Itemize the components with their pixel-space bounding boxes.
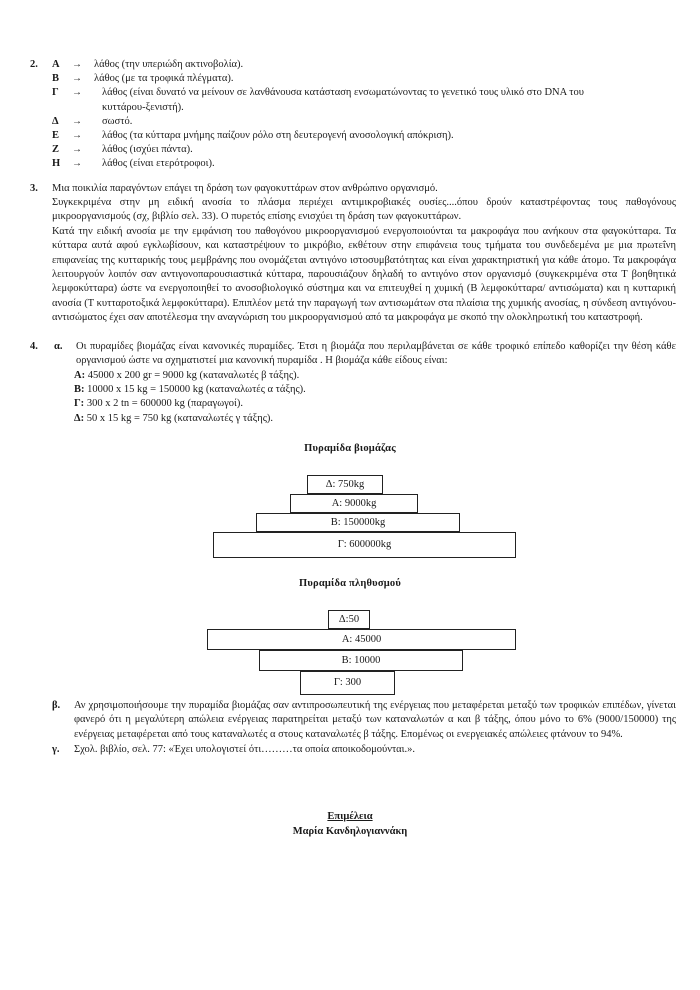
subanswers-block bbox=[28, 699, 676, 758]
answer-letter: H bbox=[52, 158, 61, 170]
answer-letter: Δ bbox=[52, 115, 59, 127]
calculation-list bbox=[52, 369, 676, 427]
answer-letter: Z bbox=[52, 144, 60, 156]
subquestion-letter: γ. bbox=[52, 744, 60, 756]
calculation-value: 10000 x 15 kg = 150000 kg (καταναλωτές α τάξης). bbox=[84, 383, 306, 395]
answer-text: σωστό. bbox=[102, 115, 133, 127]
pyramid-level-b: B: 150000kg bbox=[256, 513, 460, 532]
answer-item bbox=[52, 157, 676, 171]
subquestion-gamma bbox=[28, 743, 676, 757]
signature-name: Μαρία Κανδηλογιαννάκη bbox=[292, 826, 408, 837]
signature-title: Επιμέλεια bbox=[327, 811, 373, 822]
answer-letter: B bbox=[52, 73, 60, 85]
pyramid-level-delta: Δ: 750kg bbox=[307, 475, 383, 494]
subquestion-text: Οι πυραμίδες βιομάζας είναι κανονικές πυραμίδες. Έτσι η βιομάζα που περιλαμβάνεται σε κάθε τροφικό επίπεδο καθορίζει την θέση κάθε οργανισμού ώστε να σχηματιστεί μια κανονική πυραμίδα . Η βιομάζα κάθε είδους είναι: bbox=[76, 340, 676, 367]
question-number-3: 3. bbox=[30, 182, 38, 194]
arrow-icon: → bbox=[72, 115, 82, 127]
paragraph: Συγκεκριμένα στην μη ειδική ανοσία το πλάσμα περιέχει αντιμικροβιακές ουσίες....όπου δρούν καταστρέφοντας τους παθογόνους μικροοργανισμούς (σχ, βιβλίο σελ. 33). Ο πυρετός επίσης ενισχύει τη δράση των φαγοκυττάρων. bbox=[52, 197, 676, 223]
arrow-icon: → bbox=[72, 59, 82, 70]
answer-block-4 bbox=[28, 340, 676, 426]
arrow-icon: → bbox=[72, 130, 82, 142]
subquestion-text: Σχολ. βιβλίο, σελ. 77: «Έχει υπολογιστεί ότι………τα οποία αποικοδομούνται.». bbox=[74, 744, 416, 756]
answer-item bbox=[52, 72, 676, 86]
subquestion-text: Αν χρησιμοποιήσουμε την πυραμίδα βιομάζας σαν αντιπροσωπευτική της ενέργειας που μεταφέρεται μεταξύ των τροφικών επιπέδων, γίνεται φανερό ότι η μεγαλύτερη απώλεια ενέργειας παρατηρείται μεταξύ των καταναλωτών α και β τάξης, όπου μόνο το 6% (9000/150000) της ενέργειας μεταφέρεται από τους καταναλωτές α στους καταναλωτές β τάξης. Επομένως οι ενεργειακές απώλειες φτάνουν το 94%. bbox=[74, 700, 676, 740]
signature-block bbox=[0, 809, 700, 839]
subquestion-alpha bbox=[52, 340, 676, 369]
pyramid-level-b: B: 10000 bbox=[259, 650, 463, 671]
figure-population-pyramid bbox=[0, 578, 700, 700]
answer-block-3 bbox=[28, 182, 676, 326]
calculation-label: A: bbox=[74, 369, 86, 381]
pyramid-level-delta: Δ:50 bbox=[328, 610, 370, 629]
pyramid-level-gamma: Γ: 600000kg bbox=[213, 532, 516, 558]
arrow-icon: → bbox=[72, 73, 82, 85]
subquestion-letter: β. bbox=[52, 700, 61, 711]
subquestion-letter: α. bbox=[54, 340, 63, 352]
calculation-label: Δ: bbox=[74, 412, 85, 424]
arrow-icon: → bbox=[72, 158, 82, 170]
answer-block-2 bbox=[28, 58, 676, 172]
answer-text: λάθος (είναι ετερότροφοι). bbox=[102, 158, 215, 170]
pyramid-chart-population bbox=[0, 610, 700, 700]
answer-text: λάθος (την υπεριώδη ακτινοβολία). bbox=[94, 59, 244, 70]
figure-title: Πυραμίδα βιομάζας bbox=[304, 443, 396, 454]
figure-title: Πυραμίδα πληθυσμού bbox=[298, 578, 401, 589]
arrow-icon: → bbox=[72, 87, 82, 99]
answer-text: λάθος (είναι δυνατό να μείνουν σε λανθάνουσα κατάσταση ενσωματώνοντας το γενετικό τους υλικό στο DNA του bbox=[102, 87, 584, 99]
arrow-icon: → bbox=[72, 144, 82, 156]
answer-text-continued: κυττάρου-ξενιστή). bbox=[102, 101, 184, 113]
calculation-line bbox=[74, 369, 676, 383]
answer-item bbox=[52, 143, 676, 157]
answer-list-2 bbox=[52, 58, 676, 172]
calculation-value: 300 x 2 tn = 600000 kg (παραγωγοί). bbox=[84, 398, 243, 410]
paragraph: Μια ποικιλία παραγόντων επάγει τη δράση των φαγοκυττάρων στον ανθρώπινο οργανισμό. bbox=[52, 182, 438, 194]
document-content bbox=[28, 58, 676, 435]
figure-biomass-pyramid bbox=[0, 443, 700, 567]
calculation-label: Γ: bbox=[74, 398, 85, 410]
answer-item bbox=[52, 129, 676, 143]
answer-letter: A bbox=[52, 59, 60, 70]
answer-text: λάθος (ισχύει πάντα). bbox=[102, 144, 193, 156]
pyramid-chart-biomass bbox=[0, 475, 700, 567]
answer-letter: Γ bbox=[52, 87, 59, 99]
calculation-line bbox=[74, 383, 676, 397]
pyramid-level-gamma: Γ: 300 bbox=[300, 671, 395, 695]
pyramid-level-a: A: 9000kg bbox=[290, 494, 418, 513]
question-number-2: 2. bbox=[30, 59, 38, 70]
answer-item bbox=[52, 115, 676, 129]
answer-item-continuation bbox=[52, 101, 676, 115]
calculation-label: B: bbox=[74, 383, 85, 395]
calculation-value: 50 x 15 kg = 750 kg (καταναλωτές γ τάξης). bbox=[84, 412, 274, 424]
calculation-line bbox=[74, 397, 676, 411]
pyramid-level-a: A: 45000 bbox=[207, 629, 516, 650]
question-number-4: 4. bbox=[30, 340, 38, 352]
calculation-line bbox=[74, 412, 676, 426]
answer-text: λάθος (με τα τροφικά πλέγματα). bbox=[94, 73, 234, 85]
calculation-value: 45000 x 200 gr = 9000 kg (καταναλωτές β τάξης). bbox=[85, 369, 300, 381]
answer-text: λάθος (τα κύτταρα μνήμης παίζουν ρόλο στη δευτερογενή ανοσολογική απόκριση). bbox=[102, 130, 454, 142]
answer-item bbox=[52, 58, 676, 72]
subquestion-beta bbox=[28, 699, 676, 742]
paragraph: Κατά την ειδική ανοσία με την εμφάνιση του παθογόνου μικροοργανισμού ενεργοποιούνται τα μακροφάγα που ανήκουν στα φαγοκύτταρα. Τα κύτταρα αυτά αφού εγκλωβίσουν, και καταστρέψουν το μικρόβιο, εκθέτουν στην επιφάνεια τους τμήματα του συνδεδεμένα με μια πρωτεΐνη επιφανείας της κυτταρικής τους μεμβράνης που ονομάζεται αντιγόνο ιστοσυμβατότητας και είναι χαρακτηριστική για κάθε άτομο. Τα μακροφάγα λειτουργούν λοιπόν σαν αντιγονοπαρουσιαστικά κύτταρα, παρουσιάζουν δηλαδή το αντιγόνο στον οργανισμό (συγκεκριμένα στα Τ βοηθητικά λεμφοκύτταρα) ώστε να ενεργοποιηθεί το ανοσοβιολογικό σύστημα και να επιτευχθεί η χυμική (Β λεμφοκύτταρα/ αντισώματα) και η κυτταρική ανοσία (Τ κυτταροτοξικά λεμφοκύτταρα). Επιπλέον μετά την παραγωγή των αντισωμάτων στα πλαίσια της χυμικής ανοσίας, η σύνδεση αντιγόνου-αντισώματος έχει σαν αποτέλεσμα την αναγνώριση του μικροοργανισμού από τα μακροφάγα με σκοπό την ολοκληρωτική του καταστροφή. bbox=[52, 225, 676, 324]
answer-letter: E bbox=[52, 130, 60, 142]
answer-item bbox=[52, 86, 676, 100]
